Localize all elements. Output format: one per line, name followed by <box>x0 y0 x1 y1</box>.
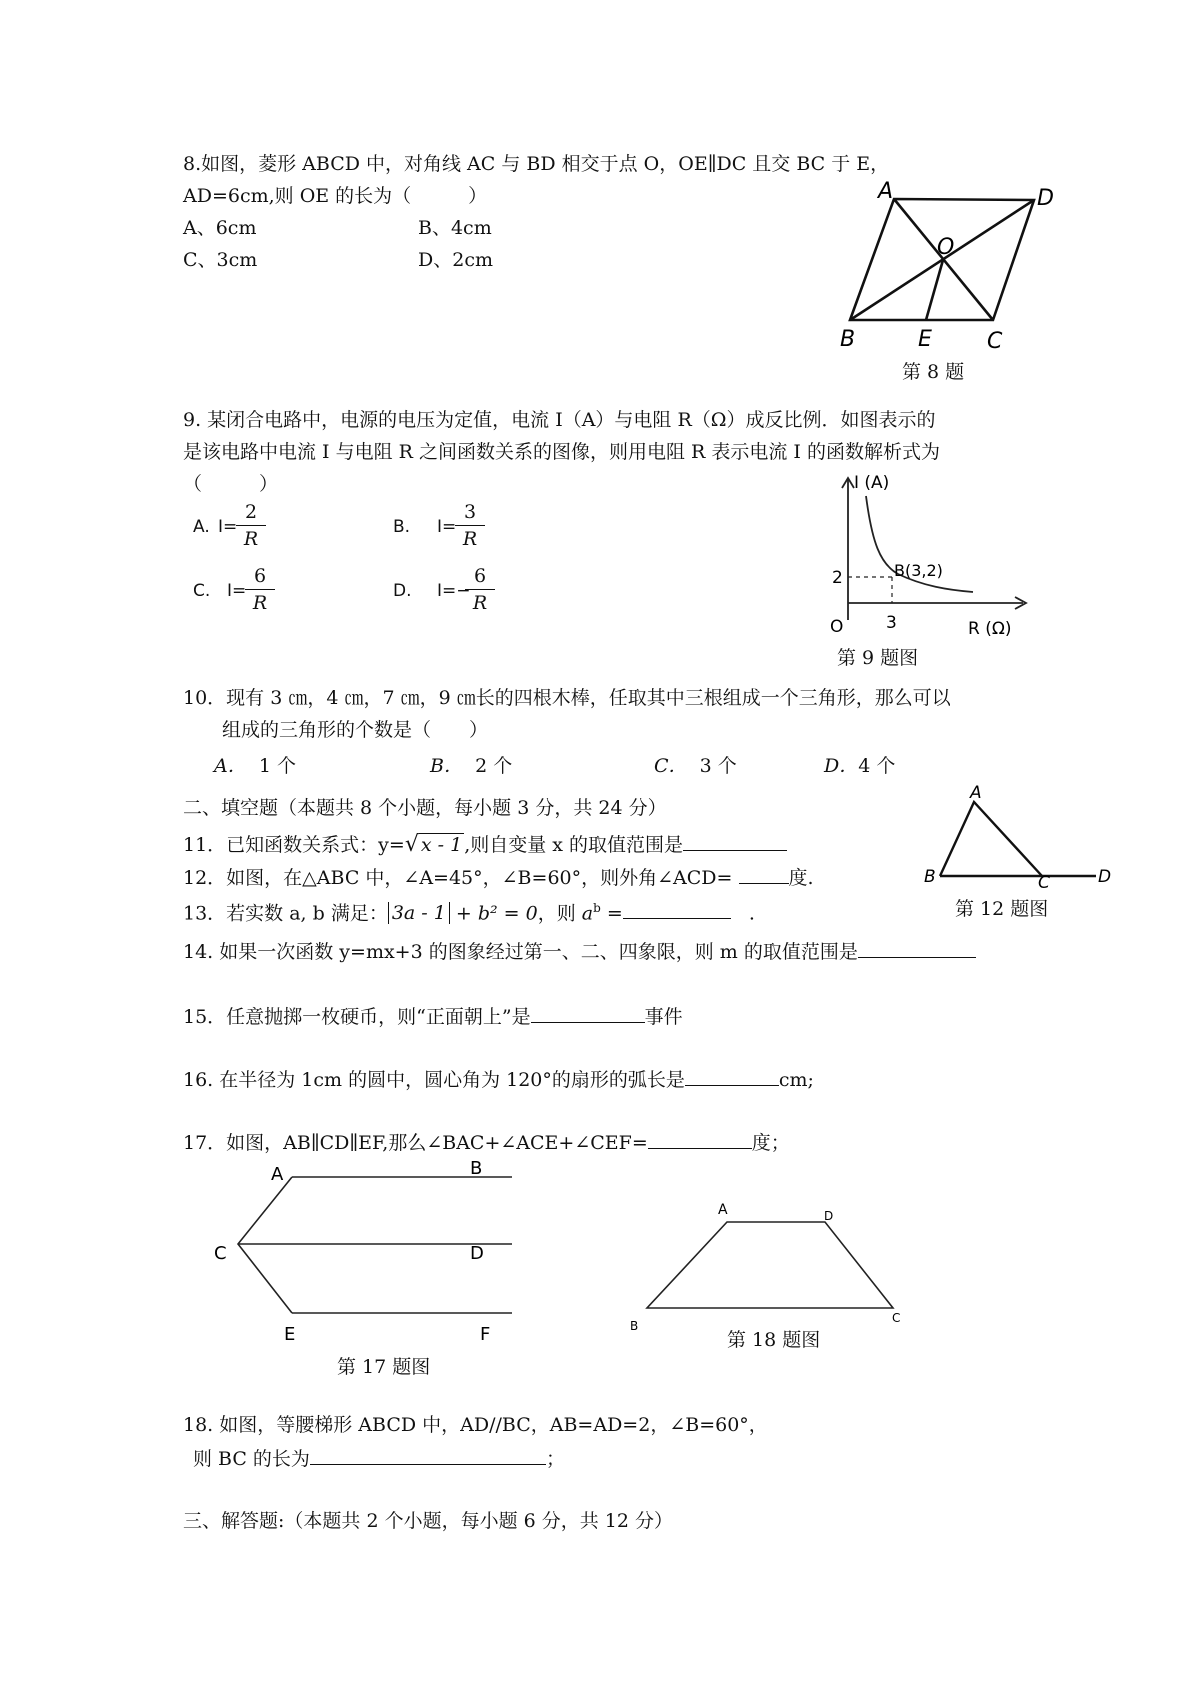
q9-option-c-numerator: 6 <box>245 567 275 590</box>
q10-stem-line2: 组成的三角形的个数是（ ） <box>222 719 489 741</box>
q9-option-c-prefix: I= <box>227 581 247 601</box>
q15-text: 15．任意抛掷一枚硬币，则“正面朝上”是 事件 <box>183 1006 683 1028</box>
q17-label-a: A <box>271 1164 284 1185</box>
q9-x-tick: 3 <box>886 613 897 633</box>
q16-answer-blank[interactable] <box>685 1069 779 1086</box>
q12-text: 12．如图，在△ABC 中，∠A=45°，∠B=60°，则外角∠ACD= 度. <box>183 867 814 889</box>
q9-option-c-label: C. <box>193 581 211 601</box>
q18-stem-line1: 18. 如图，等腰梯形 ABCD 中，AD//BC，AB=AD=2，∠B=60°， <box>183 1414 768 1436</box>
q9-option-c-fraction <box>245 567 275 613</box>
q18-label-a: A <box>718 1202 728 1218</box>
q9-option-b-numerator: 3 <box>455 503 485 526</box>
q17-label-c: C <box>214 1243 227 1264</box>
q17-answer-blank[interactable] <box>648 1132 752 1149</box>
q8-stem-line1: 8.如图，菱形 ABCD 中，对角线 AC 与 BD 相交于点 O，OE∥DC 且交 BC 于 E， <box>183 153 890 175</box>
q8-option-a: A、6cm <box>183 217 257 239</box>
q13-answer-blank[interactable] <box>623 902 731 919</box>
q11-radicand: x - 1 <box>420 834 463 856</box>
q18-trapezoid-figure <box>630 1200 920 1340</box>
q9-option-d-numerator: 6 <box>465 567 495 590</box>
q17-caption: 第 17 题图 <box>337 1356 431 1378</box>
q18-caption: 第 18 题图 <box>727 1329 821 1351</box>
q9-caption: 第 9 题图 <box>837 647 919 669</box>
q17-label-e: E <box>284 1324 296 1345</box>
q9-option-a-fraction <box>236 503 266 549</box>
q9-option-a-label: A. <box>193 517 210 537</box>
q9-stem-line1: 9. 某闭合电路中，电源的电压为定值，电流 I（A）与电阻 R（Ω）成反比例．如图表示的 <box>183 409 936 431</box>
q8-stem-line2: AD=6cm,则 OE 的长为（ ） <box>183 185 488 207</box>
q18-label-d: D <box>824 1209 834 1223</box>
q9-option-a-denominator: R <box>243 528 259 550</box>
q10-option-c: C． 3 个 <box>654 755 737 777</box>
q9-option-b-label: B. <box>393 517 411 537</box>
q8-caption: 第 8 题 <box>902 361 965 383</box>
section2-heading: 二、填空题（本题共 8 个小题，每小题 3 分，共 24 分） <box>183 797 667 819</box>
q13-abs-expr: 3a - 1 <box>388 902 450 924</box>
q9-option-b-denominator: R <box>462 528 478 550</box>
q17-label-f: F <box>480 1324 491 1345</box>
q8-label-c: C <box>987 329 1003 354</box>
q14-text: 14. 如果一次函数 y=mx+3 的图象经过第一、二、四象限，则 m 的取值范围是 <box>183 941 976 962</box>
q9-y-axis-label: I (A) <box>854 473 890 493</box>
q9-origin-label: O <box>830 617 844 637</box>
q9-option-b-prefix: I= <box>437 517 457 537</box>
q8-label-o: O <box>937 235 955 260</box>
q10-stem-line1: 10．现有 3 ㎝，4 ㎝，7 ㎝，9 ㎝长的四根木棒，任取其中三根组成一个三角形，那么可以 <box>183 687 951 709</box>
q9-option-a-prefix: I= <box>218 517 238 537</box>
q12-label-d: D <box>1098 867 1112 887</box>
q17-text: 17．如图，AB∥CD∥EF,那么∠BAC+∠ACE+∠CEF= 度； <box>183 1132 790 1154</box>
q9-stem-line2: 是该电路中电流 I 与电阻 R 之间函数关系的图像，则用电阻 R 表示电流 I 的函数解析式为 <box>183 441 940 463</box>
q12-label-c: C <box>1038 873 1050 892</box>
q8-label-b: B <box>840 327 856 352</box>
q11-answer-blank[interactable] <box>683 834 787 851</box>
q17-label-b: B <box>470 1160 483 1179</box>
q16-text: 16. 在半径为 1cm 的圆中，圆心角为 120°的扇形的弧长是 cm; <box>183 1069 814 1091</box>
q10-option-b: B． 2 个 <box>430 755 513 777</box>
q8-label-e: E <box>918 327 932 352</box>
q13-exponent: b <box>593 901 601 915</box>
q12-caption: 第 12 题图 <box>955 898 1049 920</box>
q15-answer-blank[interactable] <box>531 1006 645 1023</box>
q8-option-d: D、2cm <box>418 249 493 271</box>
q12-triangle-figure <box>918 782 1118 892</box>
q8-label-a: A <box>878 179 894 204</box>
q8-rhombus-figure <box>830 178 1060 358</box>
section3-heading: 三、解答题:（本题共 2 个小题，每小题 6 分，共 12 分） <box>183 1510 673 1532</box>
q9-option-c-denominator: R <box>252 592 268 614</box>
q9-option-d-prefix: I=− <box>437 581 471 601</box>
q18-answer-blank[interactable] <box>310 1448 546 1465</box>
q13-text: 13．若实数 a, b 满足： 3a - 1 + b² = 0，则 $a^b$ = . <box>183 901 755 925</box>
q8-option-b: B、4cm <box>418 217 492 239</box>
q9-point-label: B(3,2) <box>894 561 943 580</box>
q8-label-d: D <box>1037 186 1054 211</box>
q12-label-a: A <box>970 783 982 803</box>
q9-option-d-fraction <box>465 567 495 613</box>
q10-option-a: A． 1 个 <box>214 755 296 777</box>
q12-answer-blank[interactable] <box>739 867 789 884</box>
q8-option-c: C、3cm <box>183 249 258 271</box>
q18-stem-line2: 则 BC 的长为 ； <box>193 1448 565 1470</box>
q9-option-d-label: D. <box>393 581 412 601</box>
q9-stem-line3: （ ） <box>183 473 279 495</box>
q9-option-a-numerator: 2 <box>236 503 266 526</box>
q9-option-b-fraction <box>455 503 485 549</box>
q9-y-tick: 2 <box>832 568 843 588</box>
q18-label-c: C <box>892 1311 901 1325</box>
q12-label-b: B <box>924 867 936 887</box>
q10-option-d: D．4 个 <box>824 755 896 777</box>
q9-x-axis-label: R (Ω) <box>968 619 1012 639</box>
q14-answer-blank[interactable] <box>858 941 976 958</box>
q17-label-d: D <box>470 1243 484 1264</box>
q18-label-b: B <box>630 1319 639 1333</box>
q9-option-d-denominator: R <box>472 592 488 614</box>
q9-inverse-graph <box>808 472 1048 642</box>
q11-text: 11．已知函数关系式：y=√ x - 1 ,则自变量 x 的取值范围是 <box>183 834 787 856</box>
q17-parallel-lines-figure <box>200 1160 540 1380</box>
